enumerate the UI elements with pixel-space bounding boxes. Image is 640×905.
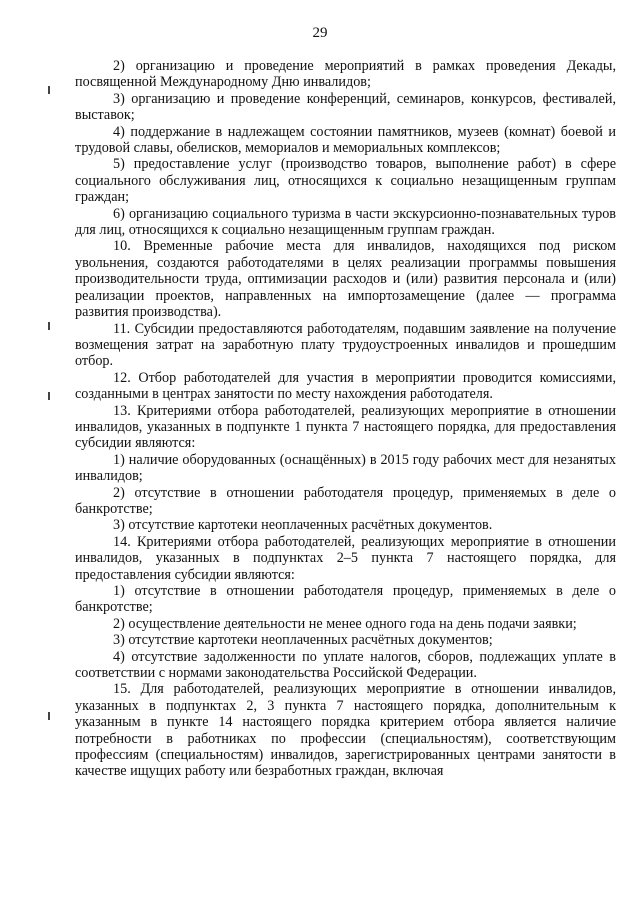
body-text	[75, 58, 616, 780]
paragraph: 2) осуществление деятельности не менее одного года на день подачи заявки;	[113, 615, 577, 632]
paragraph: 15. Для работодателей, реализующих мероприятие в отношении инвалидов, указанных в подпунктах 2, 3 пункта 7 настоящего порядка, дополнительным к указанным в пункте 14 настоящего порядка критерием отбора является наличие потребности в работниках по профессии (специальностям), соответствующим профессиям (специальностям) инвалидов, зарегистрированных центрами занятости в качестве ищущих работу или безработных граждан, включая	[75, 681, 616, 780]
paragraph: 12. Отбор работодателей для участия в мероприятии проводится комиссиями, созданными в центрах занятости по месту нахождения работодателя.	[75, 369, 616, 403]
margin-mark	[48, 322, 50, 330]
paragraph: 14. Критериями отбора работодателей, реализующих мероприятие в отношении инвалидов, указанных в подпунктах 2–5 пункта 7 настоящего порядка, для предоставления субсидии являются:	[75, 533, 616, 583]
paragraph: 3) организацию и проведение конференций, семинаров, конкурсов, фестивалей, выставок;	[75, 90, 616, 124]
paragraph: 1) отсутствие в отношении работодателя процедур, применяемых в деле о банкротстве;	[75, 583, 616, 616]
paragraph: 6) организацию социального туризма в части экскурсионно-познавательных туров для лиц, относящихся к социально незащищенным группам граждан.	[75, 205, 616, 239]
paragraph: 5) предоставление услуг (производство товаров, выполнение работ) в сфере социального обслуживания лиц, относящихся к социально незащищенным группам граждан;	[75, 156, 616, 206]
margin-mark	[48, 712, 50, 720]
paragraph: 10. Временные рабочие места для инвалидов, находящихся под риском увольнения, создаются работодателями в целях реализации программы повышения производительности труда, оптимизации расходов и (или) развития персонала и (или) реализации проектов, направленных на импортозамещение (далее — программа развития производства).	[75, 238, 616, 321]
paragraph: 4) поддержание в надлежащем состоянии памятников, музеев (комнат) боевой и трудовой славы, обелисков, мемориалов и мемориальных комплексов;	[75, 123, 616, 157]
margin-mark	[48, 86, 50, 94]
paragraph: 2) отсутствие в отношении работодателя процедур, применяемых в деле о банкротстве;	[75, 484, 616, 517]
margin-mark	[48, 392, 50, 400]
page-number: 29	[312, 25, 328, 41]
paragraph: 3) отсутствие картотеки неоплаченных расчётных документов.	[113, 517, 493, 534]
paragraph: 2) организацию и проведение мероприятий в рамках проведения Декады, посвященной Международному Дню инвалидов;	[75, 58, 616, 91]
paragraph: 1) наличие оборудованных (оснащённых) в 2015 году рабочих мест для незанятых инвалидов;	[75, 451, 616, 485]
paragraph: 4) отсутствие задолженности по уплате налогов, сборов, подлежащих уплате в соответствии с нормами законодательства Российской Федерации.	[75, 648, 616, 682]
paragraph: 3) отсутствие картотеки неоплаченных расчётных документов;	[113, 632, 493, 649]
paragraph: 11. Субсидии предоставляются работодателям, подавшим заявление на получение возмещения затрат на заработную плату трудоустроенных инвалидов и прошедшим отбор.	[75, 320, 616, 370]
paragraph: 13. Критериями отбора работодателей, реализующих мероприятие в отношении инвалидов, указанных в подпункте 1 пункта 7 настоящего порядка, для предоставления субсидии являются:	[75, 402, 616, 452]
